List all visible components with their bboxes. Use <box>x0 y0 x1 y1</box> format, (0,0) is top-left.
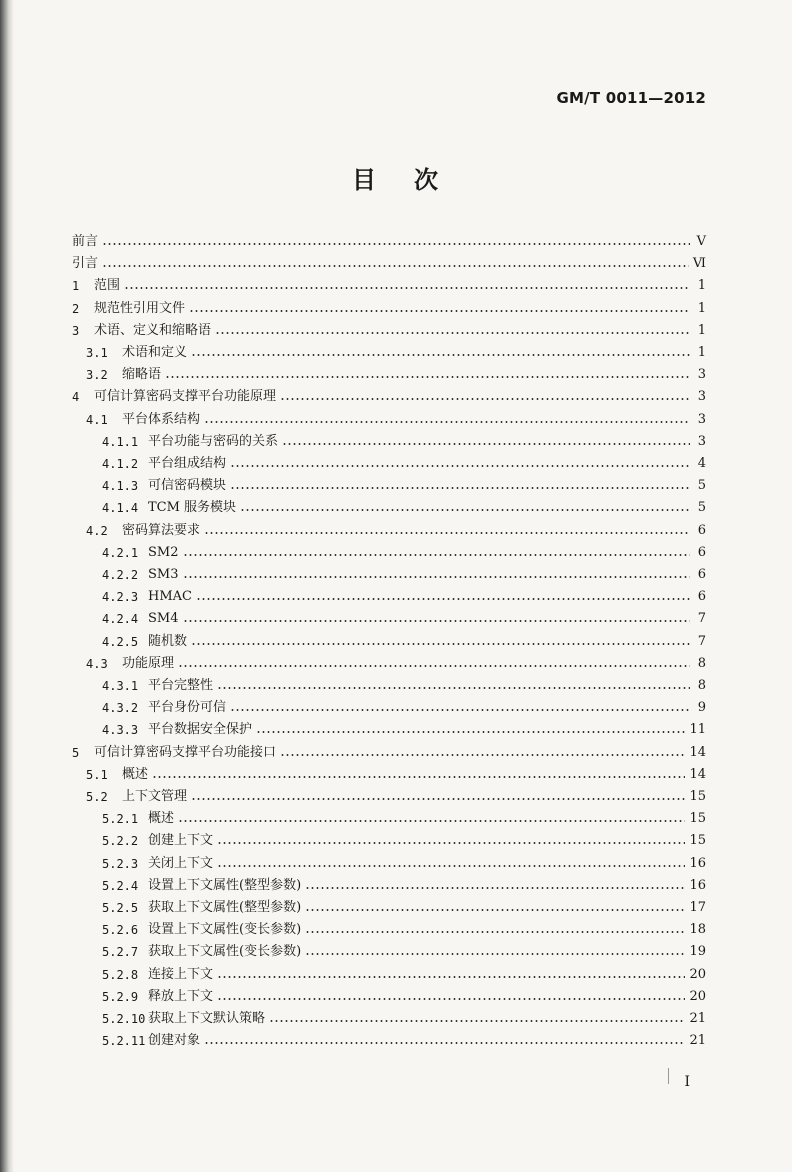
toc-entry-page: 1 <box>697 300 706 316</box>
toc-leader-dots <box>217 842 685 844</box>
toc-entry-label: 平台功能与密码的关系 <box>148 433 279 449</box>
toc-entry-page: 11 <box>689 722 706 738</box>
toc-entry-label: SM3 <box>148 567 179 582</box>
toc-entry-label: 术语、定义和缩略语 <box>94 322 212 338</box>
toc-entry-page: 17 <box>689 900 706 915</box>
toc-entry-label: 获取上下文属性(整型参数) <box>148 900 302 915</box>
toc-entry[interactable] <box>102 808 706 830</box>
toc-entry[interactable] <box>102 986 706 1008</box>
toc-entry[interactable] <box>72 386 706 408</box>
toc-entry[interactable] <box>86 342 706 364</box>
toc-entry-number: 4.2.3 <box>102 590 139 605</box>
toc-entry-page: 5 <box>697 500 706 516</box>
toc-entry-page: 8 <box>697 678 706 693</box>
toc-entry-number: 5.2.5 <box>102 901 139 915</box>
toc-entry[interactable] <box>72 320 706 342</box>
toc-leader-dots <box>102 243 690 245</box>
toc-entry-page: Ⅵ <box>692 256 706 272</box>
toc-leader-dots <box>280 398 690 400</box>
toc-entry-page: 1 <box>697 322 706 338</box>
toc-entry-label: 设置上下文属性(整型参数) <box>148 877 302 893</box>
toc-entry[interactable] <box>72 298 706 320</box>
toc-entry-page: 6 <box>697 544 706 560</box>
toc-leader-dots <box>191 643 690 645</box>
toc-entry-number: 5.1 <box>86 767 108 782</box>
toc-leader-dots <box>152 776 685 778</box>
toc-leader-dots <box>165 376 690 378</box>
toc-entry-page: V <box>696 234 706 249</box>
toc-entry-number: 4.1.2 <box>102 457 139 471</box>
toc-entry-page: 4 <box>697 456 706 471</box>
toc-entry-page: 19 <box>689 944 706 960</box>
toc-entry-page: 15 <box>689 833 706 849</box>
toc-entry-page: 16 <box>689 855 706 871</box>
toc-entry-number: 2 <box>72 301 80 316</box>
toc-entry[interactable] <box>86 364 706 386</box>
toc-leader-dots <box>256 731 685 733</box>
toc-leader-dots <box>269 1020 685 1022</box>
toc-entry-label: 概述 <box>122 766 149 782</box>
toc-entry[interactable] <box>102 697 706 719</box>
toc-entry-number: 4.2.1 <box>102 545 139 560</box>
toc-entry-label: TCM 服务模块 <box>148 500 237 516</box>
toc-entry-page: 14 <box>689 766 706 782</box>
toc-entry[interactable] <box>102 564 706 586</box>
toc-entry-number: 4.3.2 <box>102 701 139 716</box>
toc-entry-number: 5.2.4 <box>102 878 139 893</box>
toc-leader-dots <box>217 998 685 1000</box>
toc-leader-dots <box>196 598 690 600</box>
toc-entry-page: 21 <box>689 1033 706 1049</box>
toc-entry-label: SM2 <box>148 544 179 560</box>
toc-entry-label: 平台身份可信 <box>148 700 227 716</box>
toc-entry-number: 4.1.3 <box>102 479 139 494</box>
toc-leader-dots <box>305 931 685 933</box>
toc-entry[interactable] <box>102 586 706 608</box>
toc-entry-page: 3 <box>697 433 706 449</box>
toc-entry-label: 随机数 <box>148 633 188 649</box>
toc-entry-number: 4.3 <box>86 656 108 671</box>
toc-entry[interactable] <box>86 764 706 786</box>
toc-entry[interactable] <box>102 475 706 497</box>
toc-entry-label: HMAC <box>148 589 192 605</box>
toc-leader-dots <box>178 820 685 822</box>
toc-entry-page: 3 <box>697 411 706 427</box>
toc-entry-number: 3.2 <box>86 368 108 383</box>
toc-entry-label: 上下文管理 <box>122 789 188 804</box>
toc-entry[interactable] <box>102 542 706 564</box>
toc-entry-label: 可信计算密码支撑平台功能接口 <box>94 744 277 760</box>
title-char-1: 目 <box>352 166 378 194</box>
toc-leader-dots <box>305 887 685 889</box>
toc-leader-dots <box>204 421 690 423</box>
toc-entry-number: 4.3.3 <box>102 723 139 738</box>
toc-leader-dots <box>280 754 685 756</box>
toc-entry-number: 5.2.8 <box>102 967 139 982</box>
toc-entry[interactable] <box>102 719 706 741</box>
toc-entry[interactable] <box>102 631 706 653</box>
toc-entry-label: 密码算法要求 <box>122 522 201 538</box>
toc-entry[interactable] <box>102 897 706 919</box>
toc-entry-page: 18 <box>689 922 706 938</box>
toc-entry[interactable] <box>86 409 706 431</box>
toc-entry[interactable] <box>86 786 706 808</box>
toc-entry-label: 平台数据安全保护 <box>148 722 253 738</box>
toc-leader-dots <box>217 976 685 978</box>
toc-entry-label: 前言 <box>72 234 99 249</box>
toc-entry[interactable] <box>86 653 706 675</box>
toc-entry-number: 4.2 <box>86 523 108 538</box>
toc-entry-number: 5.2.1 <box>102 812 139 827</box>
toc-entry-number: 4.3.1 <box>102 679 139 693</box>
page-title <box>0 160 792 195</box>
toc-entry-number: 1 <box>72 279 80 294</box>
toc-entry[interactable] <box>86 520 706 542</box>
toc-entry-number: 4.2.2 <box>102 568 139 582</box>
toc-entry-label: 连接上下文 <box>148 966 214 982</box>
toc-entry-label: 可信密码模块 <box>148 478 227 494</box>
toc-leader-dots <box>183 620 691 622</box>
toc-entry-label: 引言 <box>72 256 99 272</box>
toc-entry-number: 5.2.10 <box>102 1012 146 1026</box>
toc-entry-label: 可信计算密码支撑平台功能原理 <box>94 389 277 405</box>
toc-entry-page: 6 <box>697 567 706 582</box>
toc-entry-page: 7 <box>697 633 706 649</box>
toc-leader-dots <box>217 865 685 867</box>
toc-entry-number: 5.2 <box>86 790 108 804</box>
toc-entry[interactable] <box>102 1008 706 1030</box>
toc-entry-page: 1 <box>697 345 706 360</box>
toc-entry[interactable] <box>72 275 706 297</box>
toc-entry-label: 概述 <box>148 811 175 827</box>
toc-entry-number: 3 <box>72 323 80 338</box>
toc-entry-page: 5 <box>697 478 706 494</box>
toc-leader-dots <box>183 576 691 578</box>
toc-entry[interactable] <box>102 875 706 897</box>
toc-leader-dots <box>217 687 690 689</box>
toc-entry-label: 平台体系结构 <box>122 411 201 427</box>
toc-entry-page: 15 <box>689 789 706 804</box>
toc-entry-number: 4.1.4 <box>102 501 139 516</box>
toc-entry-page: 7 <box>697 611 706 627</box>
toc-leader-dots <box>215 332 690 334</box>
footer-page-number: I <box>684 1074 690 1090</box>
toc-entry[interactable] <box>72 742 706 764</box>
toc-entry[interactable] <box>102 941 706 963</box>
toc-entry[interactable] <box>102 919 706 941</box>
toc-entry-number: 5.2.9 <box>102 989 139 1004</box>
toc-entry-label: 平台完整性 <box>148 678 214 693</box>
toc-entry-page: 3 <box>697 389 706 405</box>
toc-entry-page: 3 <box>697 367 706 383</box>
toc-entry[interactable] <box>102 675 706 697</box>
toc-leader-dots <box>191 354 690 356</box>
toc-leader-dots <box>282 443 690 445</box>
toc-entry-label: 范围 <box>94 278 121 294</box>
standard-number: GM/T 0011—2012 <box>556 89 706 107</box>
toc-entry-number: 4.1.1 <box>102 434 139 449</box>
toc-entry[interactable] <box>102 453 706 475</box>
toc-entry[interactable] <box>102 497 706 519</box>
toc-entry[interactable] <box>102 853 706 875</box>
toc-entry-page: 6 <box>697 522 706 538</box>
toc-entry-number: 5.2.11 <box>102 1034 146 1049</box>
toc-entry[interactable] <box>102 830 706 852</box>
toc-leader-dots <box>189 310 690 312</box>
toc-entry[interactable] <box>72 253 706 275</box>
toc-leader-dots <box>230 465 690 467</box>
toc-leader-dots <box>178 665 690 667</box>
toc-entry-number: 5.2.6 <box>102 923 139 938</box>
toc-entry-number: 4.2.4 <box>102 612 139 627</box>
toc-entry-label: 规范性引用文件 <box>94 300 186 316</box>
toc-leader-dots <box>124 287 690 289</box>
toc-entry[interactable] <box>102 964 706 986</box>
toc-entry-label: 创建上下文 <box>148 833 214 849</box>
toc-entry-label: 平台组成结构 <box>148 456 227 471</box>
toc-entry[interactable] <box>102 431 706 453</box>
toc-leader-dots <box>183 554 691 556</box>
toc-entry[interactable] <box>102 1030 706 1052</box>
toc-entry-label: 创建对象 <box>148 1033 201 1049</box>
title-char-2: 次 <box>414 166 440 194</box>
toc-entry-label: 关闭上下文 <box>148 855 214 871</box>
toc-entry-number: 4 <box>72 390 80 405</box>
toc-entry-page: 1 <box>697 278 706 294</box>
toc-entry-number: 4.1 <box>86 412 108 427</box>
toc-entry-page: 21 <box>689 1011 706 1026</box>
toc-leader-dots <box>191 798 685 800</box>
toc-entry-label: 术语和定义 <box>122 345 188 360</box>
toc-entry-label: 缩略语 <box>122 367 162 383</box>
toc-entry-page: 16 <box>689 877 706 893</box>
toc-leader-dots <box>204 1042 685 1044</box>
toc-entry-page: 9 <box>697 700 706 716</box>
toc-entry-number: 5.2.2 <box>102 834 139 849</box>
toc-entry-number: 5.2.3 <box>102 856 139 871</box>
toc-entry[interactable] <box>72 231 706 253</box>
toc-leader-dots <box>102 265 689 267</box>
toc-entry-page: 15 <box>689 811 706 827</box>
toc-leader-dots <box>230 709 690 711</box>
toc-entry-label: 释放上下文 <box>148 988 214 1004</box>
toc-leader-dots <box>305 953 685 955</box>
toc-leader-dots <box>305 909 685 911</box>
toc-leader-dots <box>240 509 690 511</box>
toc-entry[interactable] <box>102 608 706 630</box>
toc-entry-label: 获取上下文默认策略 <box>148 1011 266 1026</box>
toc-entry-label: 获取上下文属性(变长参数) <box>148 944 302 960</box>
toc-entry-label: 功能原理 <box>122 655 175 671</box>
toc-entry-page: 14 <box>689 744 706 760</box>
footer-divider <box>668 1068 669 1084</box>
toc-entry-label: 设置上下文属性(变长参数) <box>148 922 302 938</box>
toc-entry-page: 20 <box>689 966 706 982</box>
toc-entry-page: 8 <box>697 655 706 671</box>
toc-entry-number: 3.1 <box>86 346 108 360</box>
toc-entry-page: 6 <box>697 589 706 605</box>
toc-entry-page: 20 <box>689 988 706 1004</box>
toc-leader-dots <box>230 487 690 489</box>
toc-entry-number: 5.2.7 <box>102 945 139 960</box>
toc-entry-label: SM4 <box>148 611 179 627</box>
toc-entry-number: 5 <box>72 745 80 760</box>
toc-entry-number: 4.2.5 <box>102 634 139 649</box>
toc-leader-dots <box>204 532 690 534</box>
